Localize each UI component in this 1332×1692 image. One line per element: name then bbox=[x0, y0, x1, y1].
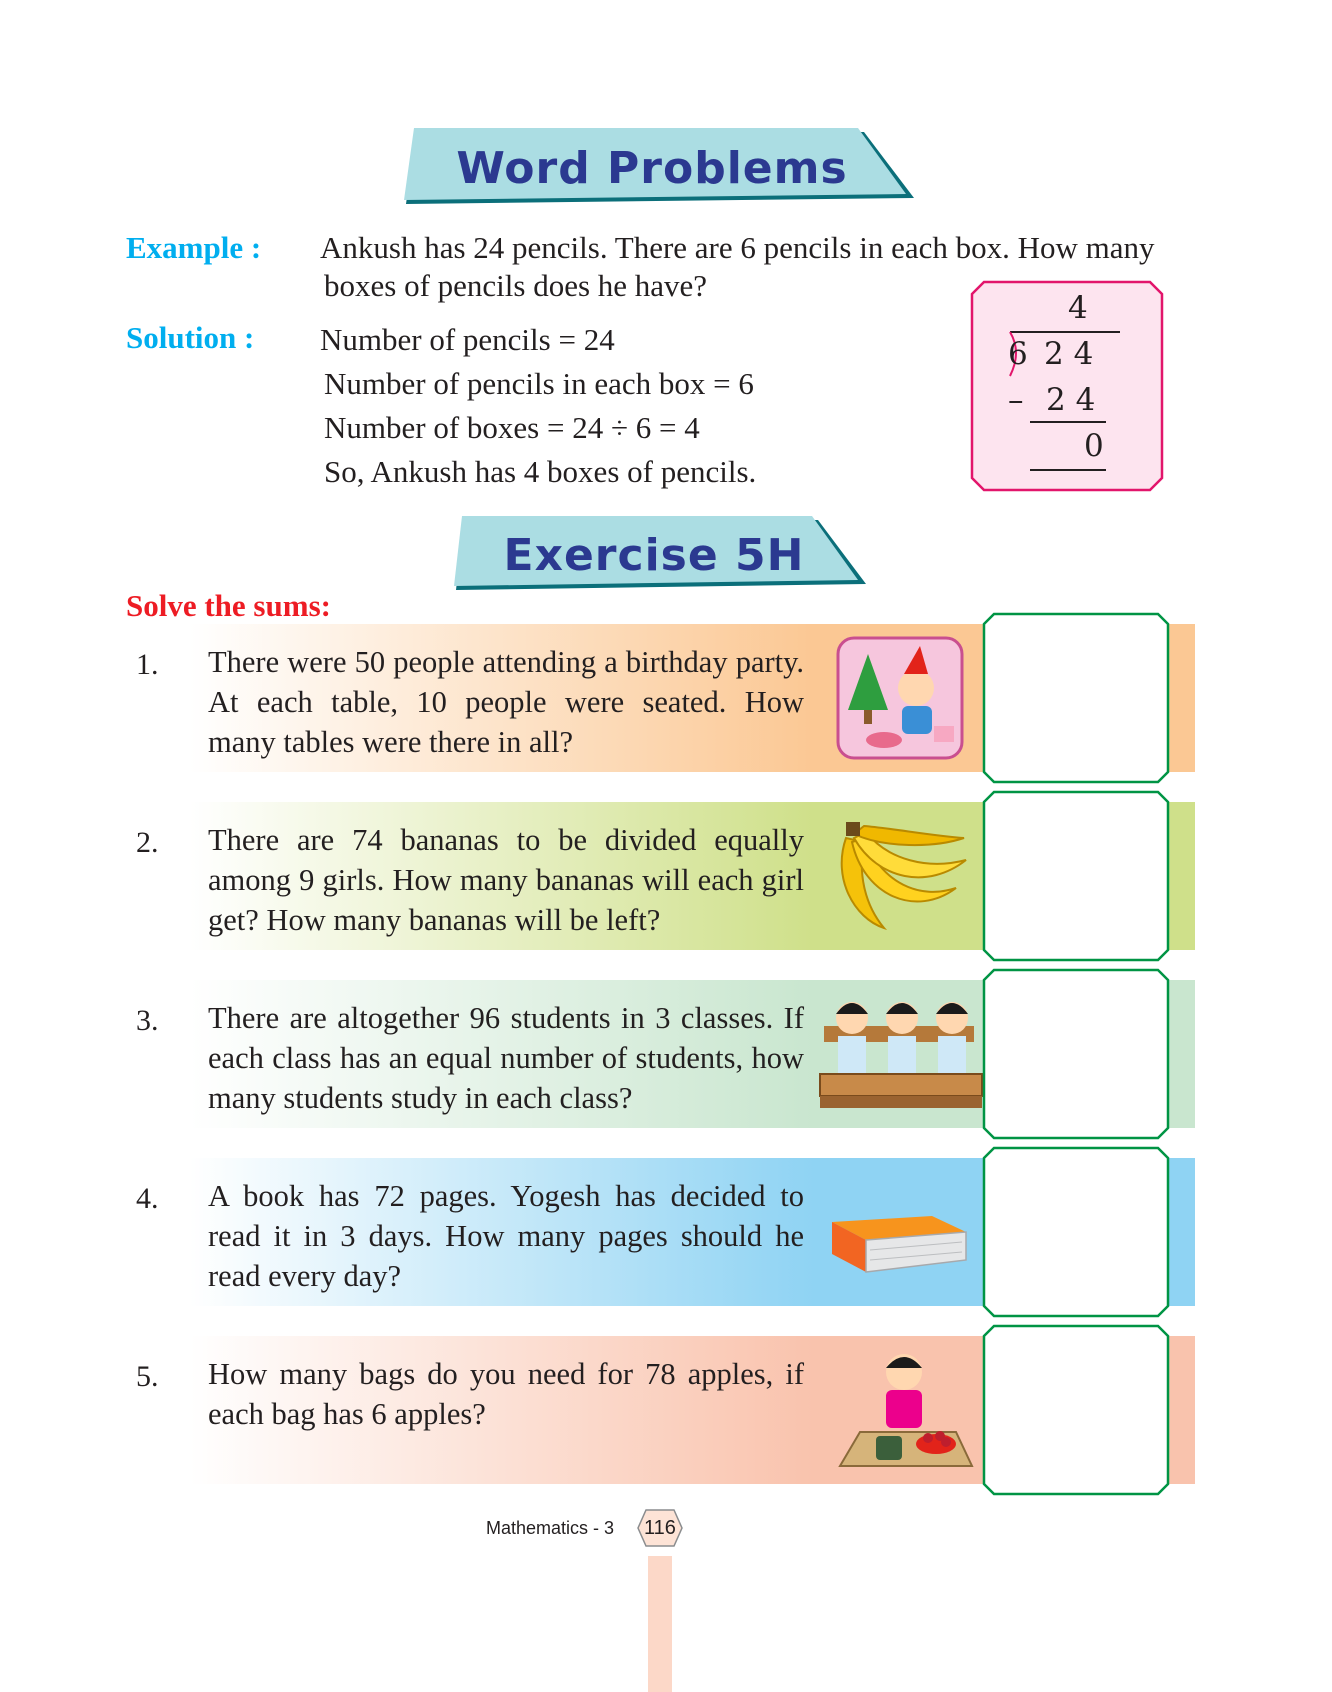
division-quotient: 4 bbox=[1068, 290, 1088, 326]
division-remainder: 0 bbox=[1084, 428, 1104, 464]
solution-label: Solution : bbox=[126, 320, 255, 355]
question-text: A book has 72 pages. Yogesh has decided to read it in 3 days. How many pages should he read every day? bbox=[208, 1179, 804, 1293]
question-text: How many bags do you need for 78 apples, if each bag has 6 apples? bbox=[208, 1357, 804, 1431]
word-problems-banner bbox=[402, 126, 922, 210]
bananas-image bbox=[824, 808, 976, 944]
question-number: 5. bbox=[136, 1360, 159, 1393]
division-divisor: 6 bbox=[1008, 336, 1028, 372]
example-line-1: Ankush has 24 pencils. There are 6 pencils in each box. How many bbox=[320, 230, 1155, 265]
division-minus-sign: – bbox=[1008, 382, 1024, 418]
exercise-banner bbox=[452, 514, 870, 596]
book-image bbox=[824, 1164, 976, 1300]
question-number: 1. bbox=[136, 648, 159, 681]
question-number: 3. bbox=[136, 1004, 159, 1037]
solve-title: Solve the sums: bbox=[126, 588, 331, 623]
page-number: 116 bbox=[644, 1516, 676, 1539]
long-division-box bbox=[970, 280, 1164, 492]
example-line-2: boxes of pencils does he have? bbox=[324, 268, 708, 303]
answer-box-3[interactable] bbox=[982, 968, 1170, 1140]
solution-line-4: So, Ankush has 4 boxes of pencils. bbox=[324, 454, 757, 489]
division-subtract: 2 4 bbox=[1046, 382, 1096, 418]
solution-line-1: Number of pencils = 24 bbox=[320, 322, 615, 357]
banner-title: Word Problems bbox=[456, 142, 848, 194]
answer-box-1[interactable] bbox=[982, 612, 1170, 784]
apples-boy-image bbox=[824, 1342, 976, 1478]
question-text: There are 74 bananas to be divided equally among 9 girls. How many bananas will each girl get? How many bananas will be left? bbox=[208, 823, 804, 937]
question-number: 2. bbox=[136, 826, 159, 859]
page-tab-strip bbox=[648, 1556, 672, 1692]
answer-box-2[interactable] bbox=[982, 790, 1170, 962]
solution-line-3: Number of boxes = 24 ÷ 6 = 4 bbox=[324, 410, 700, 445]
question-number: 4. bbox=[136, 1182, 159, 1215]
question-text: There are altogether 96 students in 3 classes. If each class has an equal number of students, how many students study in each class? bbox=[208, 1001, 804, 1115]
students-image bbox=[816, 986, 986, 1122]
solution-line-2: Number of pencils in each box = 6 bbox=[324, 366, 754, 401]
question-text: There were 50 people attending a birthday party. At each table, 10 people were seated. How many tables were there in all? bbox=[208, 645, 804, 759]
exercise-title: Exercise 5H bbox=[503, 529, 805, 581]
answer-box-4[interactable] bbox=[982, 1146, 1170, 1318]
division-dividend: 2 4 bbox=[1044, 336, 1094, 372]
page-number-badge bbox=[636, 1508, 684, 1548]
birthday-party-image bbox=[824, 630, 976, 766]
footer-subject: Mathematics - 3 bbox=[486, 1518, 615, 1538]
example-label: Example : bbox=[126, 230, 262, 265]
answer-box-5[interactable] bbox=[982, 1324, 1170, 1496]
